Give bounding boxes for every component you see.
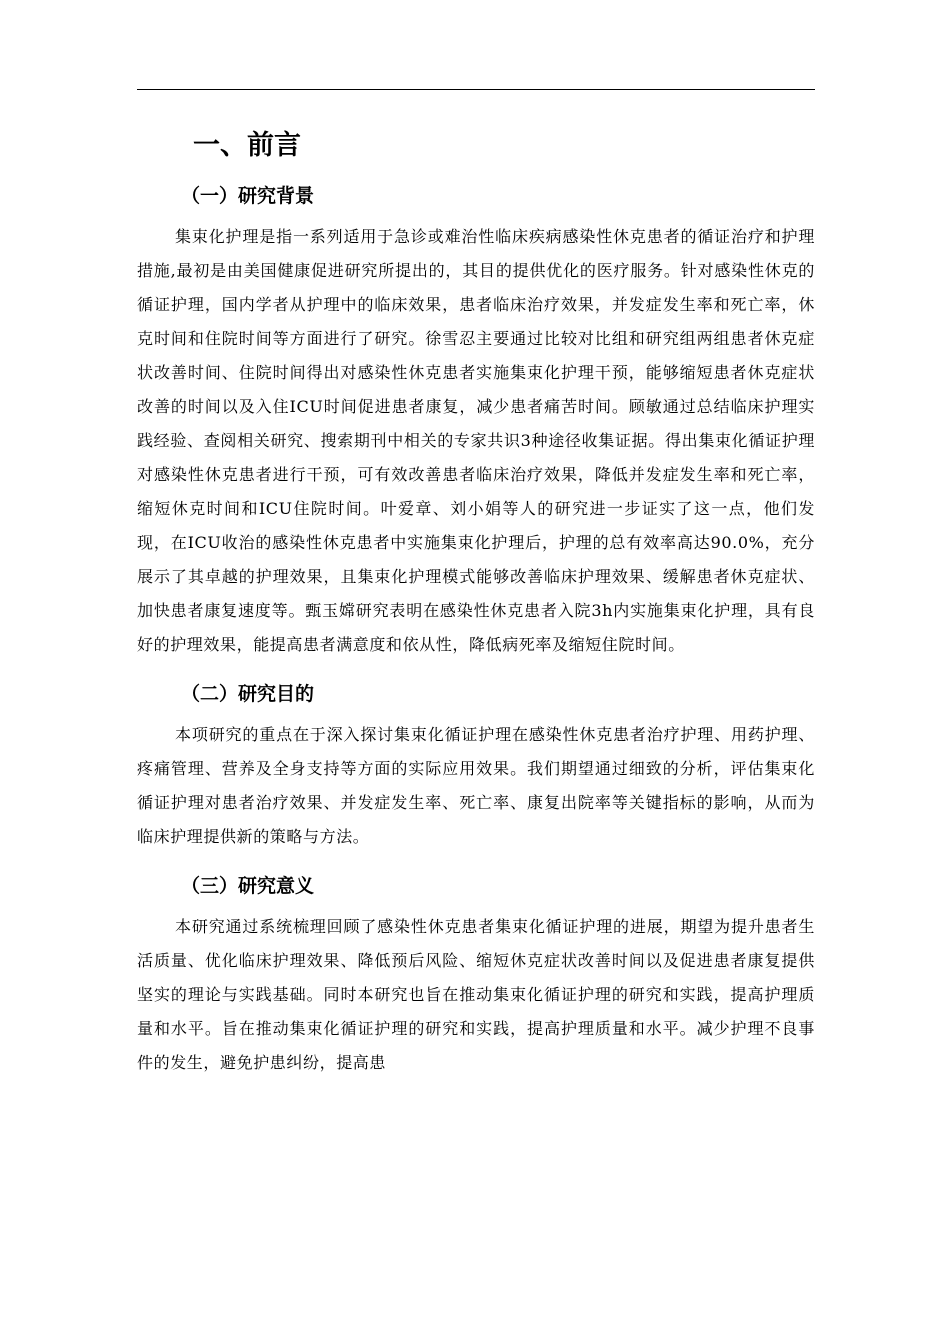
section-paragraph-background: 集束化护理是指一系列适用于急诊或难治性临床疾病感染性休克患者的循证治疗和护理措施,最初是由美国健康促进研究所提出的，其目的提供优化的医疗服务。针对感染性休克的循证护理，国内学者从护理中的临床效果，患者临床治疗效果，并发症发生率和死亡率，休克时间和住院时间等方面进行了研究。徐雪忍主要通过比较对比组和研究组两组患者休克症状改善时间、住院时间得出对感染性休克患者实施集束化护理干预，能够缩短患者休克症状改善的时间以及入住ICU时间促进患者康复，减少患者痛苦时间。顾敏通过总结临床护理实践经验、查阅相关研究、搜索期刊中相关的专家共识3种途径收集证据。得出集束化循证护理对感染性休克患者进行干预，可有效改善患者临床治疗效果，降低并发症发生率和死亡率，缩短休克时间和ICU住院时间。叶爱章、刘小娟等人的研究进一步证实了这一点，他们发现，在ICU收治的感染性休克患者中实施集束化护理后，护理的总有效率高达90.0%，充分展示了其卓越的护理效果，且集束化护理模式能够改善临床护理效果、缓解患者休克症状、加快患者康复速度等。甄玉嫦研究表明在感染性休克患者入院3h内实施集束化护理，具有良好的护理效果，能提高患者满意度和依从性，降低病死率及缩短住院时间。 <box>137 227 815 654</box>
page-content <box>137 120 815 1080</box>
chapter-title: 一、前言 <box>193 130 301 161</box>
section-heading-background: （一）研究背景 <box>181 185 315 207</box>
section-paragraph-significance: 本研究通过系统梳理回顾了感染性休克患者集束化循证护理的进展，期望为提升患者生活质量、优化临床护理效果、降低预后风险、缩短休克症状改善时间以及促进患者康复提供坚实的理论与实践基础。同时本研究也旨在推动集束化循证护理的研究和实践，提高护理质量和水平。旨在推动集束化循证护理的研究和实践，提高护理质量和水平。减少护理不良事件的发生，避免护患纠纷，提高患 <box>137 917 815 1072</box>
section-heading-significance: （三）研究意义 <box>181 875 315 897</box>
section-heading-purpose: （二）研究目的 <box>181 683 315 705</box>
header-rule <box>137 89 815 90</box>
section-paragraph-purpose: 本项研究的重点在于深入探讨集束化循证护理在感染性休克患者治疗护理、用药护理、疼痛管理、营养及全身支持等方面的实际应用效果。我们期望通过细致的分析，评估集束化循证护理对患者治疗效果、并发症发生率、死亡率、康复出院率等关键指标的影响，从而为临床护理提供新的策略与方法。 <box>137 725 815 846</box>
